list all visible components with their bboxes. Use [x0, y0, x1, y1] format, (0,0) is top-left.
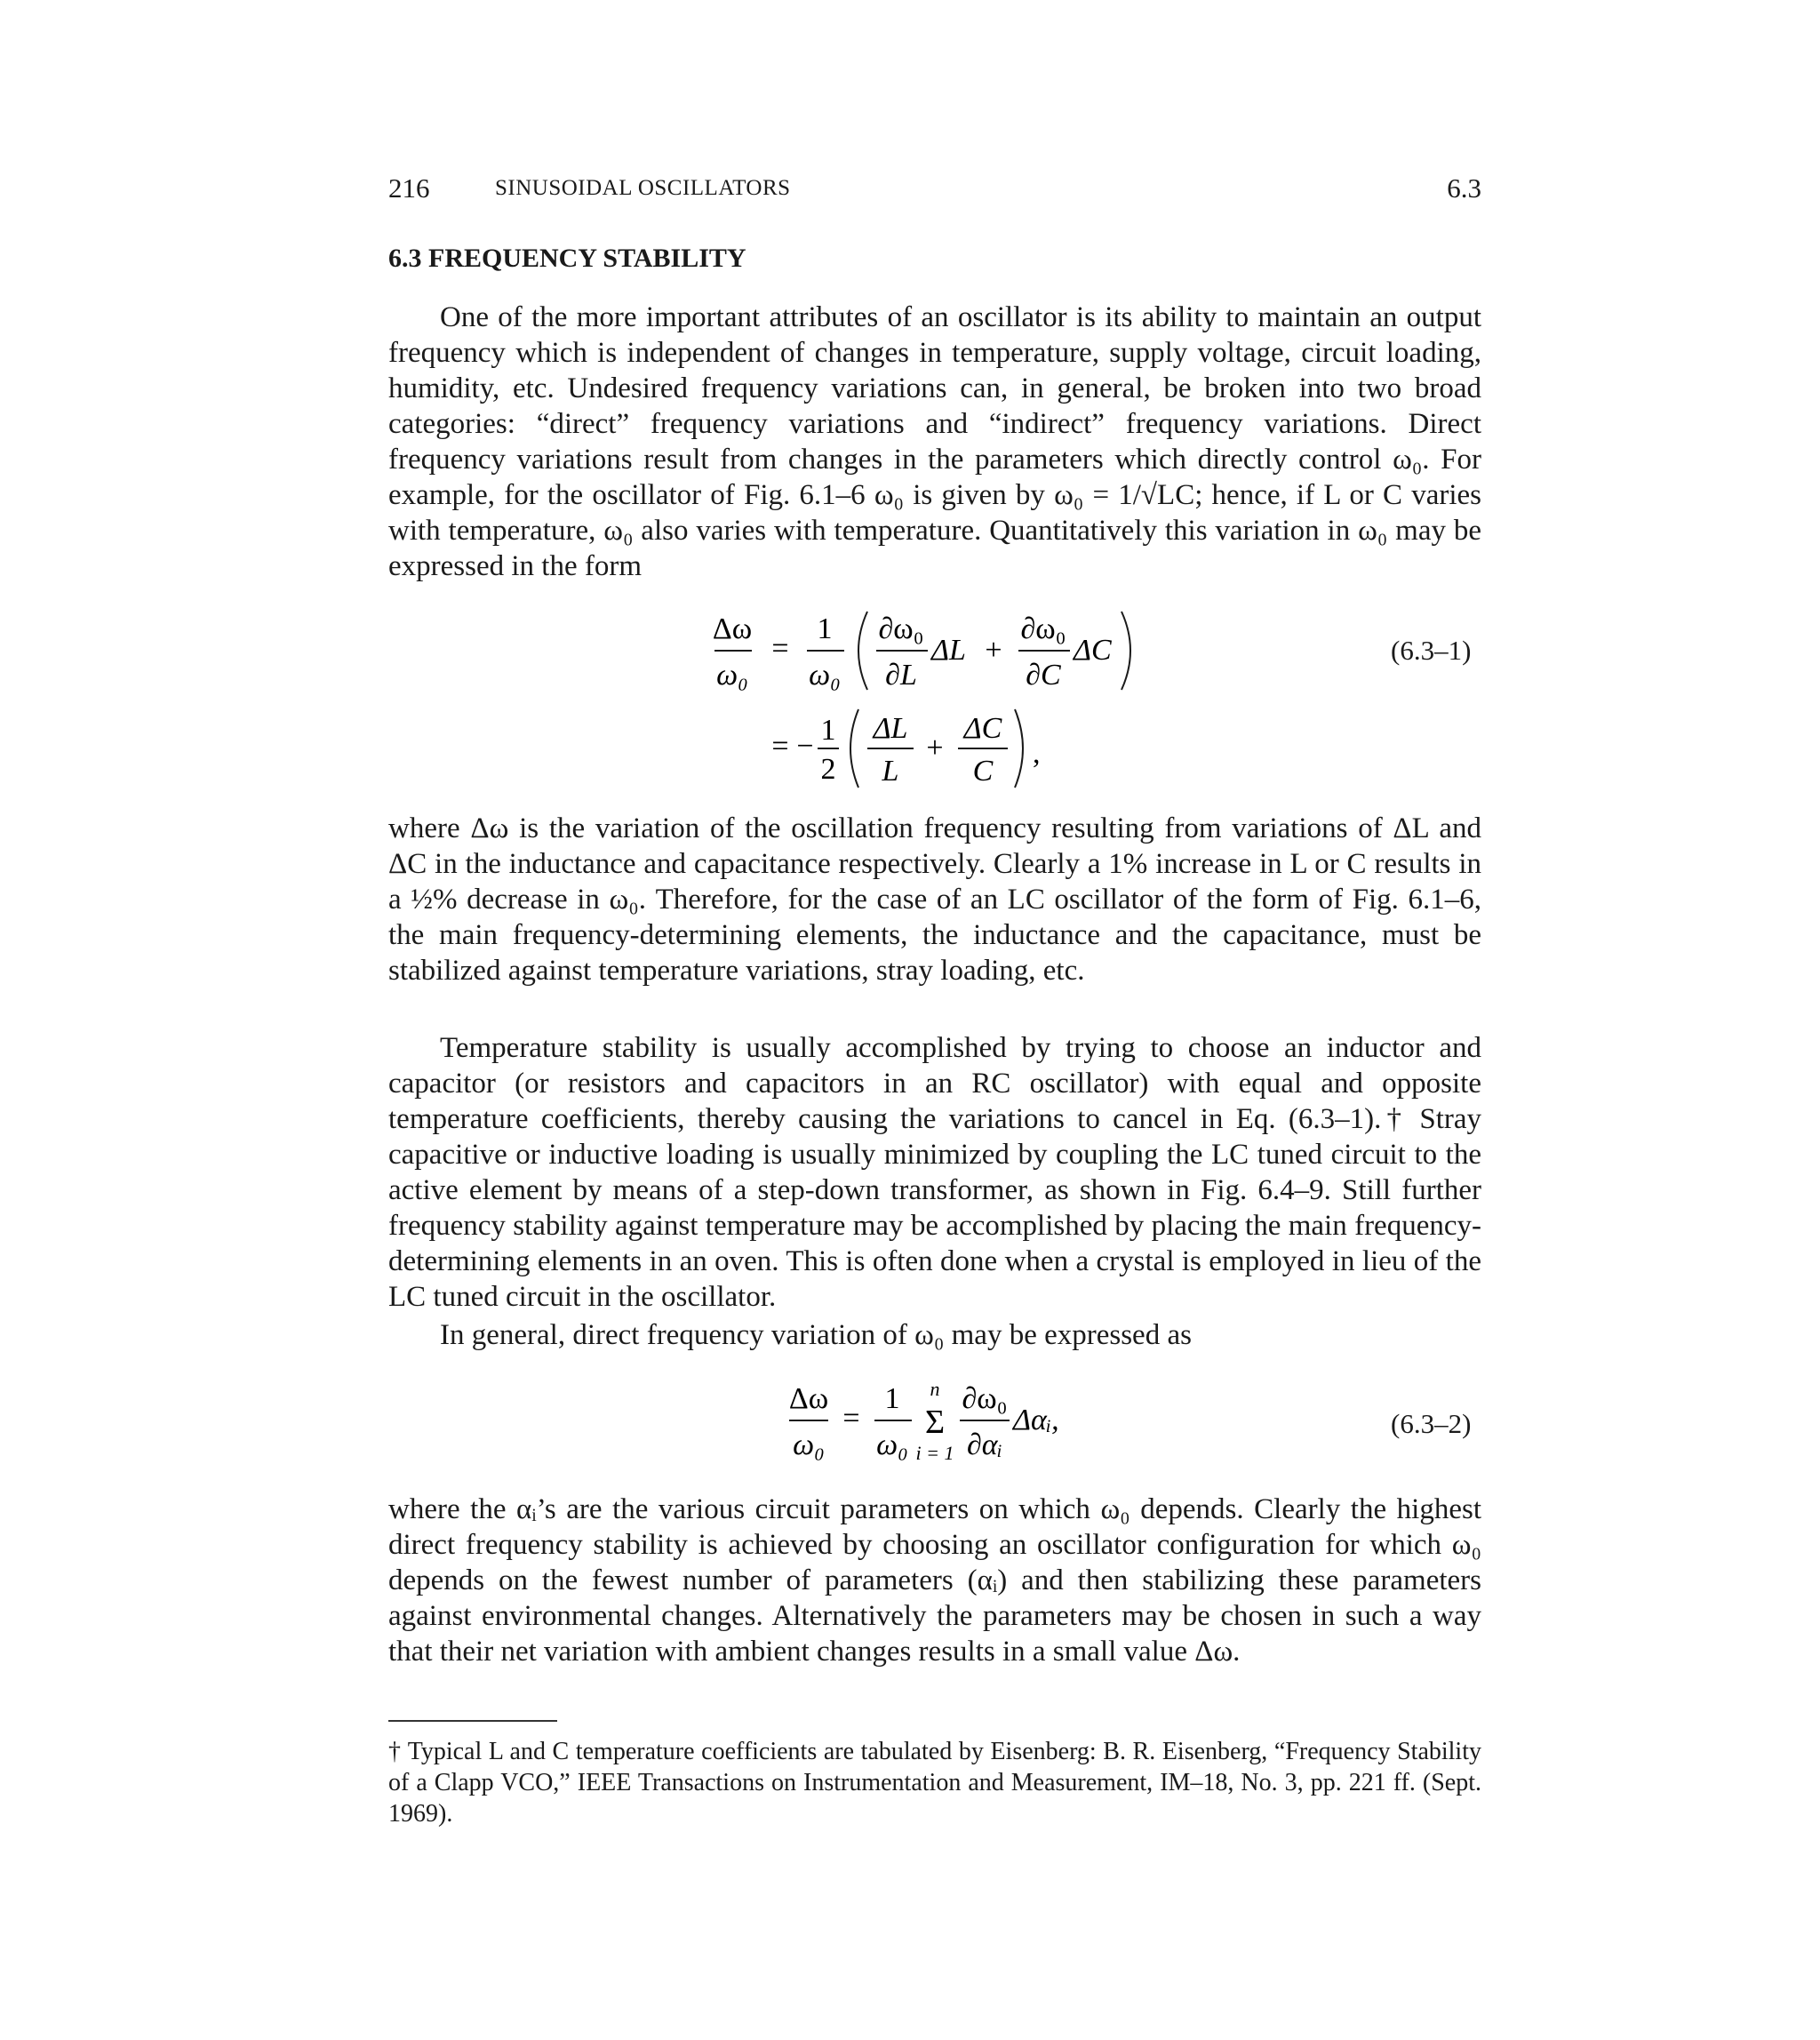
eq2-delta-alpha: Δαᵢ, — [1013, 1404, 1059, 1436]
eq1b-left-paren — [850, 709, 858, 788]
eq2-partial-w: ∂ω₀ — [962, 1382, 1008, 1415]
eq2-sum-upper: n — [930, 1378, 940, 1400]
paragraph-intro: One of the more important attributes of an oscillator is its ability to maintain an output frequency which is independent of changes in temperature, supply voltage, circuit loading, humidity, etc. Undesired frequency variations can, in general, be broken into two broad categories: “direct” frequency variations and “indirect” frequency variations. Direct frequency variations result from changes in the parameters which directly control ω₀. For example, for the oscillator of Fig. 6.1–6 ω₀ is given by ω₀ = 1/√LC; hence, if L or C varies with temperature, ω₀ also varies with temperature. Quantitatively this variation in ω₀ may be expressed in the form — [388, 301, 1481, 582]
eq1-partial-L: ∂L — [885, 659, 917, 692]
eq1-partial-w-L: ∂ω₀ — [878, 612, 924, 645]
eq2-lhs-denominator: ω₀ — [793, 1428, 825, 1461]
section-number: 6.3 — [1447, 172, 1481, 204]
eq1b-minus: − — [796, 730, 814, 763]
eq1-partial-C: ∂C — [1026, 659, 1061, 692]
eq1-right-paren — [1122, 612, 1130, 690]
eq1-delta-C: ΔC — [1074, 634, 1112, 667]
eq1b-C: C — [972, 755, 994, 788]
eq2-lhs-numerator: Δω — [788, 1382, 829, 1415]
eq1-lhs-denominator: ω₀ — [716, 659, 748, 692]
eq1b-half-denominator: 2 — [820, 753, 836, 786]
equation-6-3-2 — [782, 1378, 1102, 1476]
equation-6-3-1 — [711, 604, 1209, 796]
eq1b-plus: + — [926, 732, 944, 764]
eq1-partial-w-C: ∂ω₀ — [1020, 612, 1066, 645]
eq1-plus: + — [985, 634, 1002, 667]
equation-number-6-3-2: (6.3–2) — [1391, 1408, 1472, 1439]
paragraph-temperature: Temperature stability is usually accomplished by trying to choose an inductor and capacitor (or resistors and capacitors in an RC oscillator) with equal and opposite temperature coefficients, thereby causing the variations to cancel in Eq. (6.3–1).† Stray capacitive or inductive loading is usually minimized by coupling the LC tuned circuit to the active element by means of a step-down transformer, as shown in Fig. 6.4–9. Still further frequency stability against temperature may be accomplished by placing the main frequency-determining elements in an oven. This is often done when a crystal is employed in lieu of the LC tuned circuit in the oscillator. — [388, 1032, 1481, 1313]
equation-number-6-3-1: (6.3–1) — [1391, 635, 1472, 666]
eq1b-comma: , — [1033, 737, 1041, 770]
eq2-coef-numerator: 1 — [884, 1382, 900, 1415]
section-heading: 6.3 FREQUENCY STABILITY — [388, 244, 746, 273]
eq2-partial-alpha: ∂αᵢ — [966, 1428, 1003, 1461]
eq1b-half-numerator: 1 — [820, 714, 836, 747]
eq1-equals: = — [771, 632, 789, 665]
footnote: † Typical L and C temperature coefficients are tabulated by Eisenberg: B. R. Eisenberg, “Frequency Stability of a Clapp VCO,” IEEE Transactions on Instrumentation and Measurement, IM–18, No. 3, pp. 221 ff. (Sept. 1969). — [388, 1738, 1481, 1828]
eq1b-delta-L: ΔL — [873, 712, 908, 745]
eq2-sigma: Σ — [924, 1404, 946, 1441]
eq1b-right-paren — [1015, 709, 1023, 788]
eq1-delta-L: ΔL — [931, 634, 966, 667]
eq2-coef-denominator: ω₀ — [876, 1428, 908, 1461]
paragraph-variation: where Δω is the variation of the oscillation frequency resulting from variations of ΔL and ΔC in the inductance and capacitance respectively. Clearly a 1% increase in L or C results in a ½% decrease in ω₀. Therefore, for the case of an LC oscillator of the form of Fig. 6.1–6, the main frequency-determining elements, the inductance and the capacitance, must be stabilized against temperature variations, stray loading, etc. — [388, 812, 1481, 987]
running-title: SINUSOIDAL OSCILLATORS — [495, 176, 791, 200]
eq1b-L: L — [882, 755, 899, 788]
paragraph-parameters: where the αᵢ’s are the various circuit parameters on which ω₀ depends. Clearly the highest direct frequency stability is achieved by choosing an oscillator configuration for which ω₀ depends on the fewest number of parameters (αᵢ) and then stabilizing these parameters against environmental changes. Alternatively the parameters may be chosen in such a way that their net variation with ambient changes results in a small value Δω. — [388, 1493, 1481, 1668]
running-header — [388, 169, 1481, 208]
page-number: 216 — [388, 172, 430, 204]
eq1-lhs-numerator: Δω — [712, 612, 753, 645]
eq2-sum-lower: i = 1 — [915, 1442, 954, 1464]
eq1b-equals: = — [771, 730, 789, 763]
eq1b-delta-C: ΔC — [963, 712, 1002, 745]
paragraph-general: In general, direct frequency variation of ω₀ may be expressed as — [440, 1319, 1192, 1351]
footnote-rule — [388, 1720, 557, 1722]
eq1-coef-numerator: 1 — [817, 612, 833, 645]
eq1-left-paren — [858, 612, 867, 690]
eq1-coef-denominator: ω₀ — [809, 659, 841, 692]
eq2-equals: = — [842, 1402, 860, 1435]
